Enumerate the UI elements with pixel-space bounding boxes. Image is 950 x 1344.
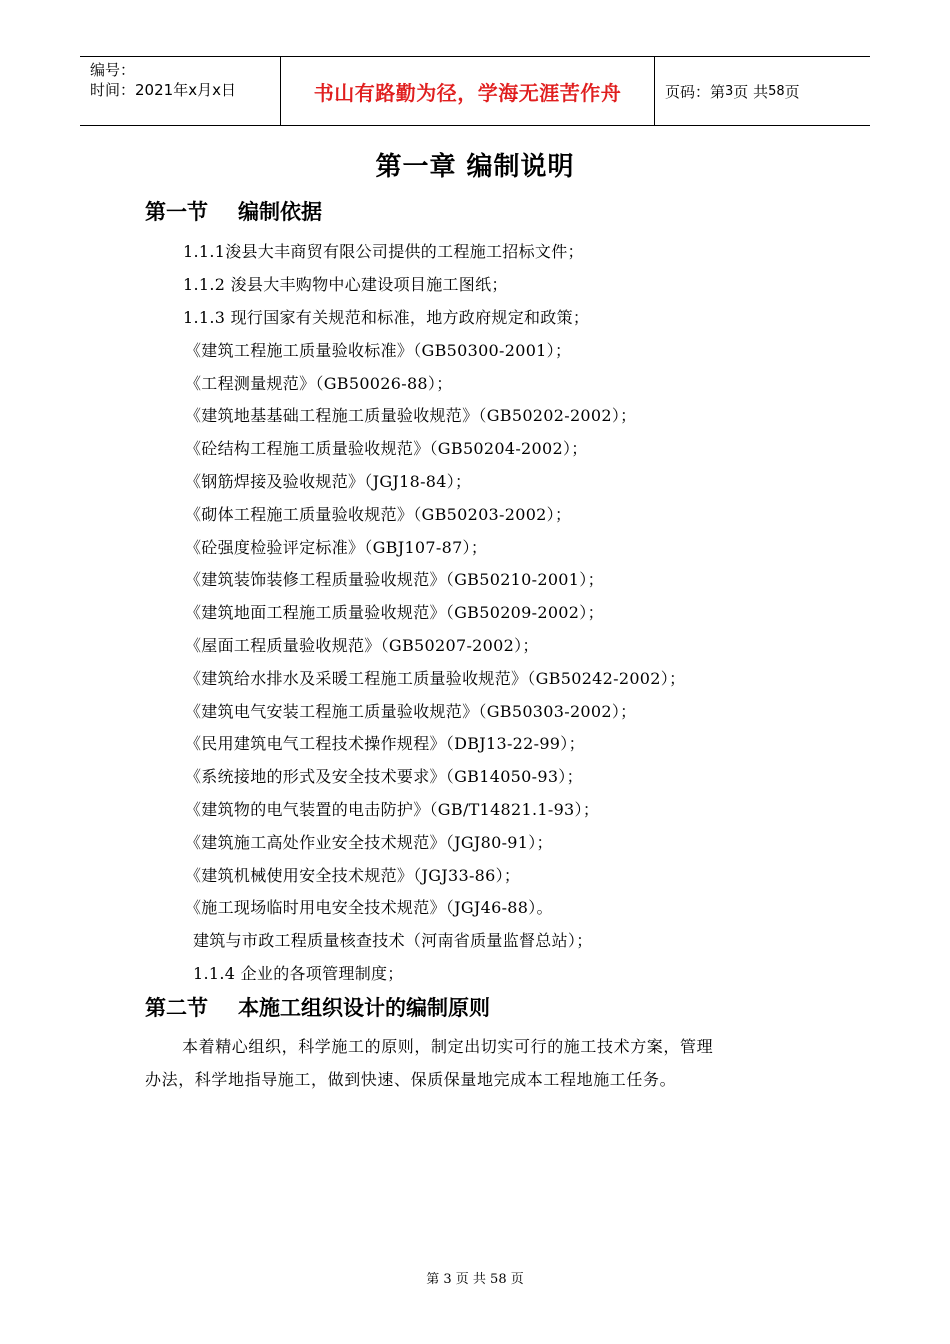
standard-item: 《建筑电气安装工程施工质量验收规范》（GB50303-2002）； [185, 702, 637, 721]
page-label: 页码：第 [665, 82, 726, 101]
page-number-cell [655, 57, 870, 125]
standard-item: 《砌体工程施工质量验收规范》（GB50203-2002）； [185, 505, 572, 524]
page-suffix: 页 [784, 82, 800, 101]
basis-item: 1.1.1浚县大丰商贸有限公司提供的工程施工招标文件； [183, 242, 584, 261]
section-heading-2 [145, 992, 490, 1022]
standard-item: 《钢筋焊接及验收规范》（JGJ18-84）； [185, 472, 472, 491]
standard-item: 《砼强度检验评定标准》（GBJ107-87）； [185, 538, 488, 557]
motto-text: 书山有路勤为径，学海无涯苦作舟 [313, 80, 622, 105]
motto-cell [281, 57, 655, 125]
section-heading-1 [145, 196, 322, 226]
chapter-title: 第一章 编制说明 [375, 152, 575, 182]
page-total: 58 [768, 83, 785, 99]
header-table [80, 56, 870, 126]
standard-item: 《建筑地面工程施工质量验收规范》（GB50209-2002）； [185, 603, 604, 622]
basis-item: 建筑与市政工程质量核查技术（河南省质量监督总站）； [193, 931, 593, 950]
basis-item: 1.1.3 现行国家有关规范和标准，地方政府规定和政策； [183, 308, 590, 327]
basis-item: 1.1.4 企业的各项管理制度； [193, 964, 404, 983]
standard-item: 《系统接地的形式及安全技术要求》（GB14050-93）； [185, 767, 583, 786]
page-mid: 页 共 [733, 82, 769, 101]
time-line [90, 80, 280, 100]
standard-item: 《建筑工程施工质量验收标准》（GB50300-2001）； [185, 341, 572, 360]
standard-item: 《建筑给水排水及采暖工程施工质量验收规范》（GB50242-2002）； [185, 669, 686, 688]
standard-item: 《建筑装饰装修工程质量验收规范》（GB50210-2001）； [185, 570, 604, 589]
section-number: 第一节 [145, 200, 208, 224]
section-title: 本施工组织设计的编制原则 [238, 996, 490, 1020]
standard-item: 《屋面工程质量验收规范》（GB50207-2002）； [185, 636, 539, 655]
section-title: 编制依据 [238, 200, 322, 224]
time-label: 时间： [90, 81, 136, 99]
header-info-cell [80, 57, 281, 125]
standard-item: 《民用建筑电气工程技术操作规程》（DBJ13-22-99）； [185, 734, 585, 753]
number-label: 编号： [90, 61, 136, 79]
page-num: 3 [725, 83, 734, 99]
standard-item: 《工程测量规范》（GB50026-88）； [185, 374, 453, 393]
standard-item: 《建筑地基基础工程施工质量验收规范》（GB50202-2002）； [185, 406, 637, 425]
page-footer: 第 3 页 共 58 页 [426, 1272, 524, 1287]
standard-item: 《砼结构工程施工质量验收规范》（GB50204-2002）； [185, 439, 588, 458]
time-value: 2021年x月x日 [135, 81, 236, 99]
section-number: 第二节 [145, 996, 208, 1020]
standard-item: 《建筑机械使用安全技术规范》（JGJ33-86）； [185, 866, 521, 885]
standard-item: 《施工现场临时用电安全技术规范》（JGJ46-88）。 [185, 898, 553, 917]
basis-item: 1.1.2 浚县大丰购物中心建设项目施工图纸； [183, 275, 508, 294]
principle-line: 本着精心组织，科学施工的原则，制定出切实可行的施工技术方案，管理 [182, 1037, 714, 1056]
standard-item: 《建筑物的电气装置的电击防护》（GB/T14821.1-93）； [185, 800, 600, 819]
standard-item: 《建筑施工高处作业安全技术规范》（JGJ80-91）； [185, 833, 553, 852]
principle-line: 办法，科学地指导施工，做到快速、保质保量地完成本工程地施工任务。 [145, 1070, 677, 1089]
